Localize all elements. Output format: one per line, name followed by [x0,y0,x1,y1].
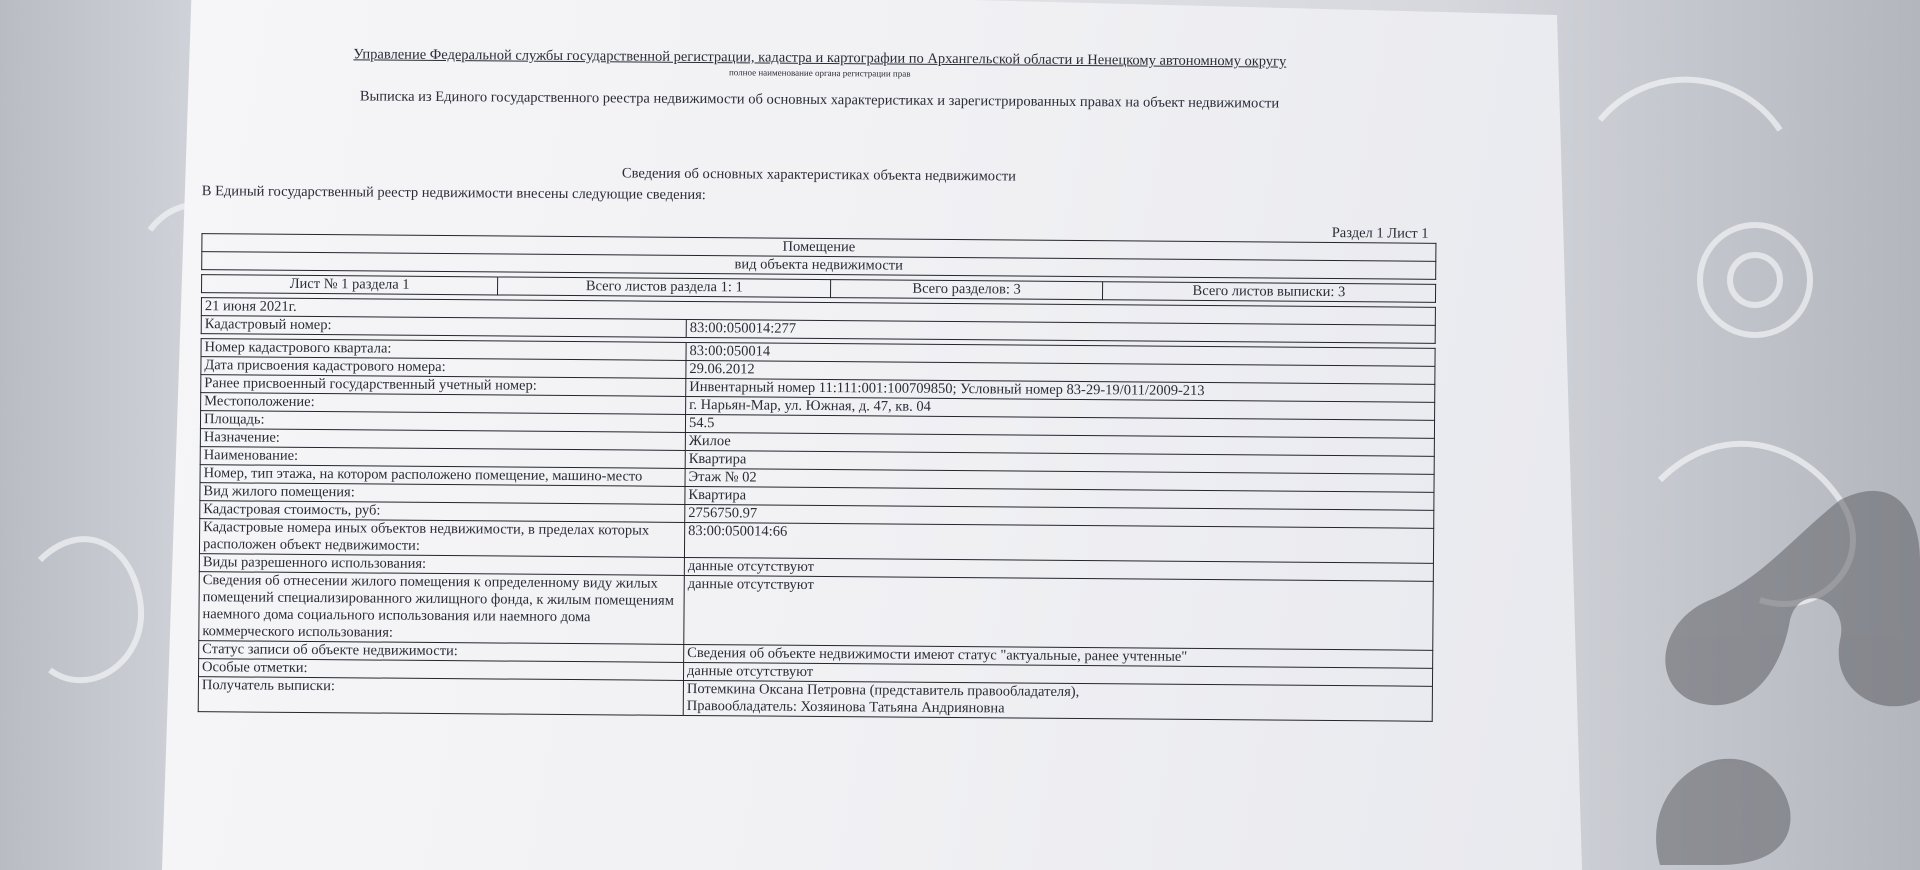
row-value: Жилое [685,432,1434,456]
recipient-line-1: Потемкина Оксана Петровна (представитель правообладателя), [686,680,1080,701]
row-label: Вид жилого помещения: [200,483,685,505]
sheet-number: Лист № 1 раздела 1 [202,275,498,295]
row-value: 83:00:050014:66 [684,522,1433,563]
authority-name: Управление Федеральной службы государственной регистрации, кадастра и картографии по Архангельской области и Ненецкому автономному округу [353,46,1287,70]
row-value: 54.5 [685,414,1434,438]
section-sheet-label: Раздел 1 Лист 1 [1331,225,1429,242]
row-label: Наименование: [200,447,685,469]
row-value: Квартира [685,486,1434,510]
row-value: 2756750.97 [685,504,1434,528]
row-label: Ранее присвоенный государственный учетный номер: [201,375,686,397]
extract-date: 21 июня 2021г. [201,298,1435,326]
cadastral-number-label: Кадастровый номер: [201,316,686,338]
table-row [199,572,1434,651]
row-value: данные отсутствуют [684,557,1433,581]
row-label: Номер, тип этажа, на котором расположено помещение, машино-место [200,465,685,487]
row-label: Виды разрешенного использования: [199,554,684,576]
row-label: Статус записи об объекте недвижимости: [199,641,684,663]
row-label: Местоположение: [201,393,686,415]
row-value: данные отсутствуют [684,575,1434,650]
sections-total: Всего разделов: 3 [831,280,1103,300]
recipient-label: Получатель выписки: [198,677,683,716]
sheets-total: Всего листов выписки: 3 [1102,282,1435,303]
row-value: Сведения об объекте недвижимости имеют статус "актуальные, ранее учтенные" [684,644,1433,668]
extract-title: Выписка из Единого государственного реестра недвижимости об основных характеристиках и зарегистрированных правах на объект недвижимости [359,88,1280,112]
row-label: Номер кадастрового квартала: [201,339,686,361]
row-value: 29.06.2012 [686,360,1435,384]
row-label: Кадастровые номера иных объектов недвижимости, в пределах которых расположен объект недвижимости: [199,519,684,558]
recipient-value [683,680,1432,721]
row-value: данные отсутствуют [683,662,1432,686]
section-title: Сведения об основных характеристиках объекта недвижимости [621,165,1017,185]
row-label: Сведения об отнесении жилого помещения к определенному виду жилых помещений специализированного жилищного фонда, к жилым помещениям наемного дома социального использования или наемного дома коммерческого использования: [199,572,685,645]
sheets-in-section: Всего листов раздела 1: 1 [498,277,831,298]
row-label: Кадастровая стоимость, руб: [200,501,685,523]
object-type: Помещение [202,234,1436,262]
row-label: Особые отметки: [199,659,684,681]
row-label: Назначение: [200,429,685,451]
characteristics-table [198,338,1436,722]
intro-text: В Единый государственный реестр недвижимости внесены следующие сведения: [201,183,706,204]
row-value: г. Нарьян-Мар, ул. Южная, д. 47, кв. 04 [686,396,1435,420]
cadastral-number-value: 83:00:050014:277 [686,319,1435,343]
authority-caption: полное наименование органа регистрации прав [728,67,911,79]
object-type-caption: вид объекта недвижимости [202,252,1436,280]
row-label: Площадь: [200,411,685,433]
row-value: Этаж № 02 [685,468,1434,492]
recipient-line-2: Правообладатель: Хозяинова Татьяна Андрияновна [686,697,1005,717]
row-value: Инвентарный номер 11:111:001:100709850; Условный номер 83-29-19/011/2009-213 [686,378,1435,402]
extract-document [180,40,1455,722]
row-label: Дата присвоения кадастрового номера: [201,357,686,379]
row-value: 83:00:050014 [686,342,1435,366]
row-value: Квартира [685,450,1434,474]
